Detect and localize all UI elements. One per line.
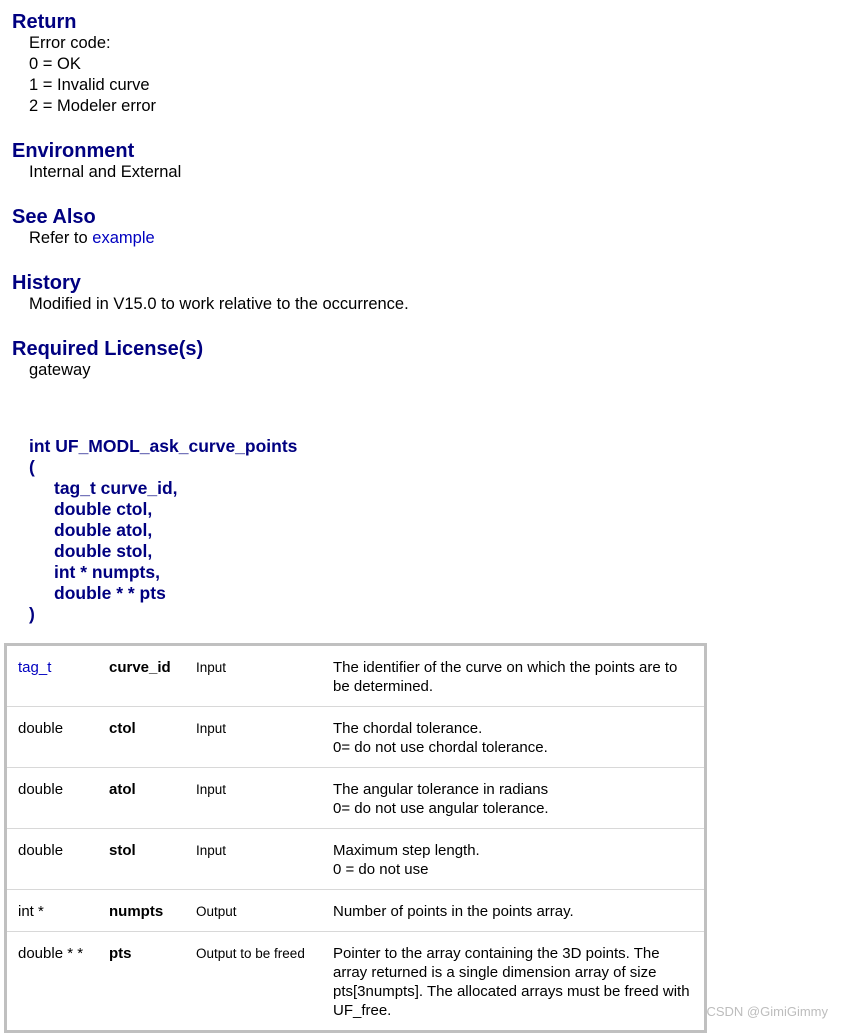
environment-heading: Environment bbox=[12, 140, 135, 162]
table-row bbox=[6, 829, 706, 890]
param-name-cell: numpts bbox=[98, 890, 185, 932]
param-description-cell: The angular tolerance in radians 0= do not use angular tolerance. bbox=[322, 768, 706, 829]
param-type-cell: double bbox=[6, 768, 99, 829]
return-line: 0 = OK bbox=[29, 55, 81, 73]
param-description-cell: Pointer to the array containing the 3D points. The array returned is a single dimension array of size pts[3numpts]. The allocated arrays must be freed with UF_free. bbox=[333, 945, 690, 1019]
signature-close-paren: ) bbox=[29, 604, 35, 624]
license-section bbox=[12, 338, 203, 381]
param-type-cell: int * bbox=[6, 890, 99, 932]
signature-head: int UF_MODL_ask_curve_points bbox=[29, 436, 298, 456]
example-link[interactable]: example bbox=[92, 229, 155, 247]
environment-line: Internal and External bbox=[29, 163, 182, 181]
signature-param: double stol, bbox=[54, 541, 153, 561]
signature-param: int * numpts, bbox=[54, 562, 160, 582]
signature-param: double ctol, bbox=[54, 499, 153, 519]
history-heading: History bbox=[12, 272, 81, 294]
signature-open-paren: ( bbox=[29, 457, 35, 477]
signature-param: tag_t curve_id, bbox=[54, 478, 178, 498]
param-direction-cell: Input bbox=[185, 829, 322, 890]
param-type-cell: double * * bbox=[18, 945, 84, 962]
table-row bbox=[6, 932, 706, 1032]
param-type-cell bbox=[6, 645, 99, 707]
history-section bbox=[12, 272, 409, 315]
signature-param: double * * pts bbox=[54, 583, 166, 603]
see-also-section bbox=[12, 206, 155, 249]
environment-section bbox=[12, 140, 181, 183]
param-description-cell: The chordal tolerance. 0= do not use chordal tolerance. bbox=[322, 707, 706, 768]
function-signature bbox=[29, 436, 297, 625]
signature-param: double atol, bbox=[54, 520, 153, 540]
param-description-cell: The identifier of the curve on which the points are to be determined. bbox=[322, 645, 706, 707]
table-row bbox=[6, 707, 706, 768]
table-row bbox=[6, 890, 706, 932]
return-heading: Return bbox=[12, 11, 77, 33]
see-also-line bbox=[12, 228, 155, 249]
return-line: Error code: bbox=[29, 34, 111, 52]
parameters-table bbox=[4, 643, 707, 1033]
param-direction-cell: Output to be freed bbox=[196, 946, 305, 961]
table-row bbox=[6, 645, 706, 707]
param-description-cell: Maximum step length. 0 = do not use bbox=[322, 829, 706, 890]
return-line: 1 = Invalid curve bbox=[29, 76, 150, 94]
see-also-prefix: Refer to bbox=[29, 229, 88, 247]
param-description-cell: Number of points in the points array. bbox=[322, 890, 706, 932]
license-line: gateway bbox=[29, 361, 91, 379]
param-direction-cell: Input bbox=[185, 768, 322, 829]
param-name-cell: atol bbox=[98, 768, 185, 829]
license-heading: Required License(s) bbox=[12, 338, 204, 360]
param-type-cell: double bbox=[6, 707, 99, 768]
param-name-cell: curve_id bbox=[98, 645, 185, 707]
param-direction-cell: Input bbox=[185, 707, 322, 768]
param-direction-cell: Output bbox=[185, 890, 322, 932]
param-direction-cell: Input bbox=[185, 645, 322, 707]
history-line: Modified in V15.0 to work relative to the occurrence. bbox=[29, 295, 409, 313]
see-also-heading: See Also bbox=[12, 206, 96, 228]
param-type-cell: double bbox=[6, 829, 99, 890]
return-line: 2 = Modeler error bbox=[29, 97, 157, 115]
table-row bbox=[6, 768, 706, 829]
param-name-cell: ctol bbox=[98, 707, 185, 768]
tag-t-type-link[interactable]: tag_t bbox=[18, 659, 52, 676]
return-section bbox=[12, 11, 156, 117]
param-name-cell: pts bbox=[109, 945, 132, 962]
param-name-cell: stol bbox=[98, 829, 185, 890]
watermark: CSDN @GimiGimmy bbox=[706, 1004, 828, 1019]
